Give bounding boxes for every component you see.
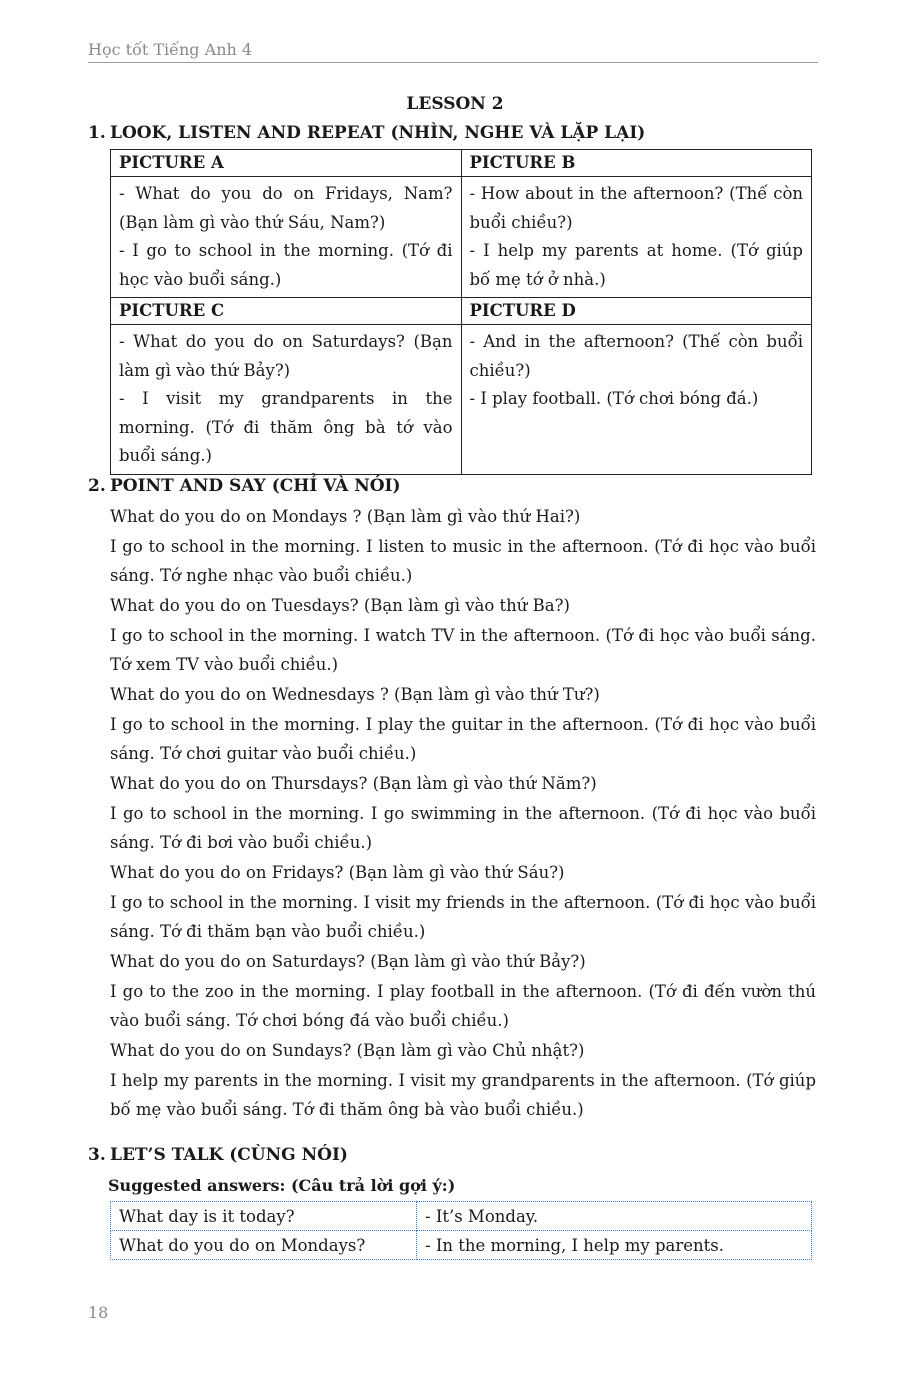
header-rule bbox=[88, 62, 818, 63]
picture-label: PICTURE D bbox=[461, 298, 812, 325]
section-number: 2. bbox=[88, 476, 106, 496]
section-2-heading bbox=[88, 476, 401, 496]
picture-label: PICTURE B bbox=[461, 150, 812, 177]
section-1-heading bbox=[88, 123, 645, 143]
section-3-heading bbox=[88, 1145, 348, 1165]
section-number: 3. bbox=[88, 1145, 106, 1165]
picture-dialogue bbox=[111, 325, 462, 475]
question-cell: What day is it today? bbox=[111, 1202, 417, 1231]
table-row bbox=[111, 1231, 812, 1260]
answer-cell: - In the morning, I help my parents. bbox=[417, 1231, 812, 1260]
suggested-answers-label: Suggested answers: (Câu trả lời gợi ý:) bbox=[108, 1176, 456, 1195]
lesson-title: LESSON 2 bbox=[406, 94, 504, 114]
pictures-table bbox=[110, 149, 812, 475]
dialogue-line: - What do you do on Saturdays? (Bạn làm gì vào thứ Bảy?) bbox=[119, 332, 453, 380]
section-title: POINT AND SAY (CHỈ VÀ NÓI) bbox=[110, 476, 401, 496]
practice-line: What do you do on Wednesdays ? (Bạn làm gì vào thứ Tư?) bbox=[110, 684, 600, 704]
page-number: 18 bbox=[88, 1303, 109, 1322]
practice-line: What do you do on Tuesdays? (Bạn làm gì vào thứ Ba?) bbox=[110, 595, 570, 615]
dialogue-line: - And in the afternoon? (Thế còn buổi chiều?) bbox=[469, 332, 803, 380]
question-cell: What do you do on Mondays? bbox=[111, 1231, 417, 1260]
section-title: LOOK, LISTEN AND REPEAT (NHÌN, NGHE VÀ LẶP LẠI) bbox=[110, 123, 646, 143]
dialogue-line: - I go to school in the morning. (Tớ đi học vào buổi sáng.) bbox=[119, 241, 453, 289]
point-and-say-lines bbox=[110, 503, 816, 1126]
section-number: 1. bbox=[88, 123, 106, 143]
picture-label: PICTURE A bbox=[111, 150, 462, 177]
running-header: Học tốt Tiếng Anh 4 bbox=[88, 40, 253, 59]
practice-line: I go to school in the morning. I listen to music in the afternoon. (Tớ đi học vào buổi sáng. Tớ nghe nhạc vào buổi chiều.) bbox=[110, 537, 816, 585]
practice-line: What do you do on Thursdays? (Bạn làm gì vào thứ Năm?) bbox=[110, 773, 597, 793]
dialogue-line: - What do you do on Fridays, Nam? (Bạn làm gì vào thứ Sáu, Nam?) bbox=[119, 184, 453, 232]
practice-line: I help my parents in the morning. I visit my grandparents in the afternoon. (Tớ giúp bố mẹ vào buổi sáng. Tớ đi thăm ông bà vào buổi chiều.) bbox=[110, 1071, 816, 1119]
practice-line: What do you do on Fridays? (Bạn làm gì vào thứ Sáu?) bbox=[110, 862, 565, 882]
table-row bbox=[111, 1202, 812, 1231]
practice-line: What do you do on Mondays ? (Bạn làm gì vào thứ Hai?) bbox=[110, 507, 581, 526]
picture-dialogue bbox=[111, 177, 462, 298]
dialogue-line: - I play football. (Tớ chơi bóng đá.) bbox=[469, 389, 759, 408]
dialogue-line: - I help my parents at home. (Tớ giúp bố mẹ tớ ở nhà.) bbox=[469, 241, 803, 289]
practice-line: I go to school in the morning. I visit my friends in the afternoon. (Tớ đi học vào buổi sáng. Tớ đi thăm bạn vào buổi chiều.) bbox=[110, 893, 816, 941]
practice-line: I go to school in the morning. I play the guitar in the afternoon. (Tớ đi học vào buổi sáng. Tớ chơi guitar vào buổi chiều.) bbox=[110, 715, 816, 763]
practice-line: I go to school in the morning. I watch TV in the afternoon. (Tớ đi học vào buổi sáng. Tớ xem TV vào buổi chiều.) bbox=[110, 626, 816, 674]
picture-dialogue bbox=[461, 325, 812, 475]
practice-line: I go to school in the morning. I go swimming in the afternoon. (Tớ đi học vào buổi sáng. Tớ đi bơi vào buổi chiều.) bbox=[110, 804, 816, 852]
answer-cell: - It’s Monday. bbox=[417, 1202, 812, 1231]
dialogue-line: - How about in the afternoon? (Thế còn buổi chiều?) bbox=[469, 184, 803, 232]
dialogue-line: - I visit my grandparents in the morning. (Tớ đi thăm ông bà tớ vào buổi sáng.) bbox=[119, 389, 453, 465]
practice-line: I go to the zoo in the morning. I play football in the afternoon. (Tớ đi đến vườn thú vào buổi sáng. Tớ chơi bóng đá vào buổi chiều.) bbox=[110, 982, 816, 1030]
picture-label: PICTURE C bbox=[111, 298, 462, 325]
section-title: LET’S TALK (CÙNG NÓI) bbox=[110, 1145, 348, 1165]
picture-dialogue bbox=[461, 177, 812, 298]
practice-line: What do you do on Saturdays? (Bạn làm gì vào thứ Bảy?) bbox=[110, 951, 586, 971]
practice-line: What do you do on Sundays? (Bạn làm gì vào Chủ nhật?) bbox=[110, 1040, 585, 1060]
lets-talk-table bbox=[110, 1201, 812, 1260]
